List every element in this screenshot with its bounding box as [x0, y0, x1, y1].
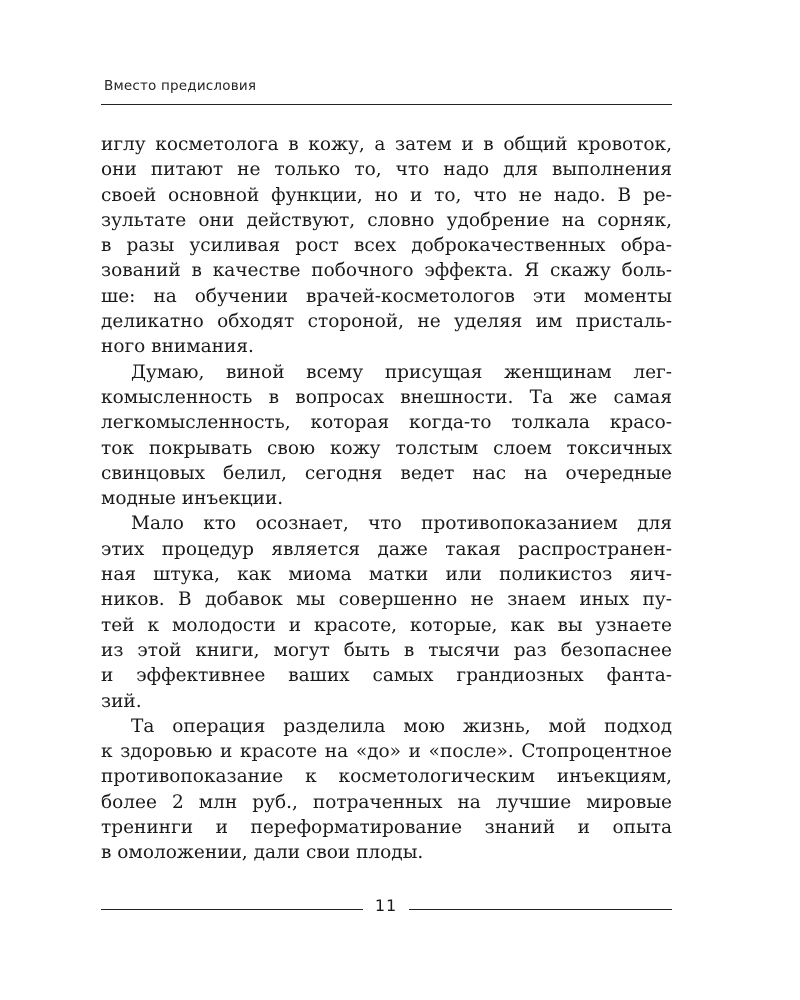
page-number: 11: [374, 896, 398, 915]
text-line: ников. В добавок мы совершенно не знаем иных пу-: [101, 589, 672, 611]
text-line: зультате они действуют, словно удобрение на сорняк,: [101, 209, 672, 231]
text-line: в омоложении, дали свои плоды.: [101, 842, 424, 864]
text-line: ше: на обучении врачей-косметологов эти моменты: [101, 285, 672, 307]
text-line: деликатно обходят стороной, не уделяя им присталь-: [101, 311, 672, 333]
text-line: ток покрывать свою кожу толстым слоем токсичных: [101, 437, 672, 459]
paragraph-first-line: Думаю, виной всему присущая женщинам лег-: [131, 361, 672, 383]
running-head: Вместо предисловия: [104, 78, 257, 94]
text-line: тренинги и переформатирование знаний и опыта: [101, 817, 672, 839]
text-line: противопоказание к косметологическим инъекциям,: [101, 766, 672, 788]
text-line: из этой книги, могут быть в тысячи раз безопаснее: [101, 639, 672, 661]
text-line: легкомысленность, которая когда-то толкала красо-: [101, 412, 672, 434]
text-line: ная штука, как миома матки или поликистоз яич-: [101, 564, 672, 586]
body-text: [101, 132, 672, 866]
text-line: своей основной функции, но и то, что не надо. В ре-: [101, 184, 672, 206]
text-line: комысленность в вопросах внешности. Та же самая: [101, 386, 672, 408]
text-line: модные инъекции.: [101, 488, 284, 510]
footer-rule-left: [101, 909, 363, 910]
text-line: иглу косметолога в кожу, а затем и в общий кровоток,: [101, 134, 672, 155]
paragraph-first-line: Мало кто осознает, что противопоказанием для: [131, 513, 672, 535]
text-line: более 2 млн руб., потраченных на лучшие мировые: [101, 791, 672, 813]
footer-rule-right: [409, 909, 672, 910]
text-line: они питают не только то, что надо для выполнения: [101, 159, 672, 181]
text-line: этих процедур является даже такая распространен-: [101, 538, 672, 560]
paragraph-first-line: Та операция разделила мою жизнь, мой подход: [131, 715, 672, 737]
header-rule: [101, 104, 672, 105]
text-line: в разы усиливая рост всех доброкачественных обра-: [101, 235, 672, 257]
text-line: к здоровью и красоте на «до» и «после». Стопроцентное: [101, 741, 672, 763]
text-line: зований в качестве побочного эффекта. Я скажу боль-: [101, 260, 672, 282]
text-line: ного внимания.: [101, 336, 254, 358]
page-footer: [101, 895, 672, 919]
text-line: свинцовых белил, сегодня ведет нас на очередные: [101, 462, 672, 484]
text-line: и эффективнее ваших самых грандиозных фанта-: [101, 665, 672, 687]
text-line: тей к молодости и красоте, которые, как вы узнаете: [101, 614, 672, 636]
text-line: зий.: [101, 690, 142, 712]
